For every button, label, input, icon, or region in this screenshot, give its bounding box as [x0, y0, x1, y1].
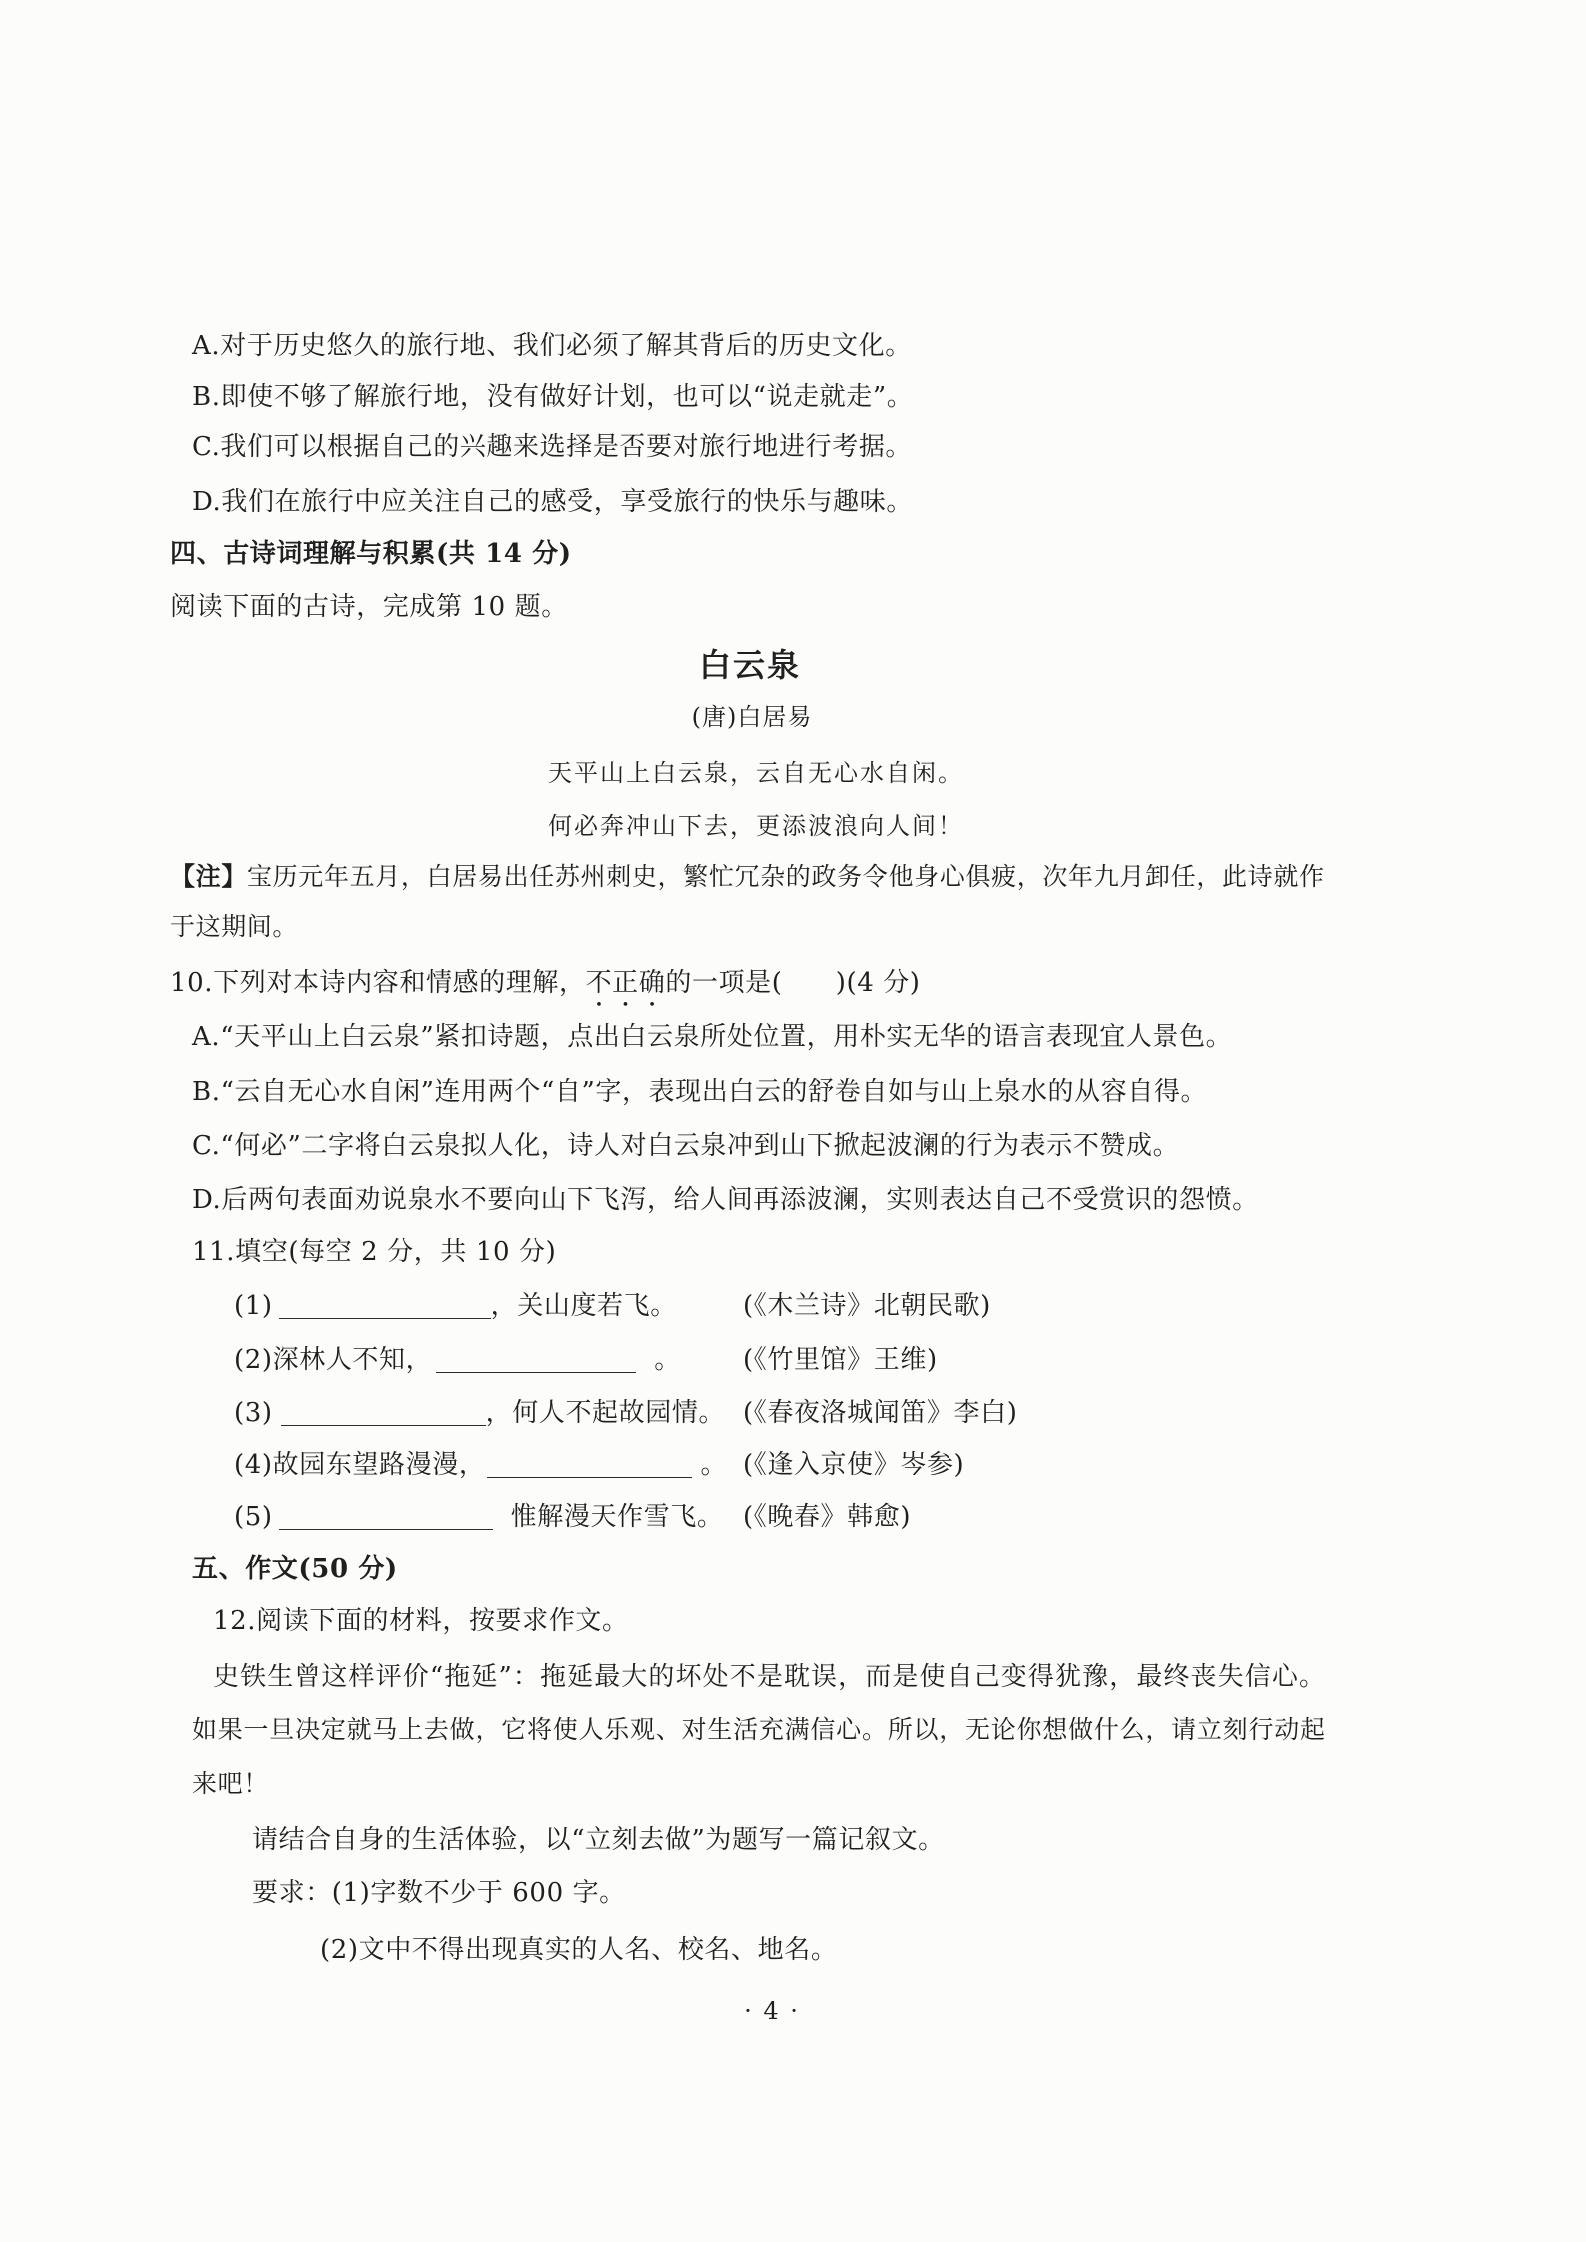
page-number: · 4 ·	[744, 1997, 800, 2025]
q10-option-d: D.后两句表面劝说泉水不要向山下飞泻，给人间再添波澜，实则表达自己不受赏识的怨愤。	[192, 1185, 1259, 1215]
q12-material-line-2: 如果一旦决定就马上去做，它将使人乐观、对生活充满信心。所以，无论你想做什么，请立刻行动起	[192, 1715, 1325, 1744]
poem-line-1: 天平山上白云泉，云自无心水自闲。	[548, 759, 964, 787]
q11-item-4	[234, 1449, 965, 1481]
q11-item-source: (《逢入京使》岑参)	[743, 1450, 965, 1480]
q10-stem-after: 的一项是( )(4 分)	[665, 968, 921, 998]
q11-item-before: (3)	[234, 1398, 273, 1428]
note-line-2: 于这期间。	[170, 912, 299, 941]
q10-stem-emphasis: 不正确	[585, 968, 666, 998]
q11-item-after: 。	[654, 1345, 681, 1375]
section5-heading: 五、作文(50 分)	[192, 1554, 398, 1584]
q10-stem-before: 10.下列对本诗内容和情感的理解，	[170, 968, 586, 998]
q12-material-line-1: 史铁生曾这样评价“拖延”：拖延最大的坏处不是耽误，而是使自己变得犹豫，最终丧失信心。	[213, 1662, 1325, 1692]
q11-stem: 11.填空(每空 2 分，共 10 分)	[192, 1237, 557, 1267]
poem-line-2: 何必奔冲山下去，更添波浪向人间！	[548, 812, 964, 840]
q11-item-source: (《晚春》韩愈)	[743, 1502, 912, 1532]
q12-task: 请结合自身的生活体验，以“立刻去做”为题写一篇记叙文。	[252, 1825, 945, 1855]
answer-blank	[436, 1346, 636, 1373]
section4-instruction: 阅读下面的古诗，完成第 10 题。	[170, 592, 568, 622]
q11-item-after: 惟解漫天作雪飞。	[510, 1502, 724, 1532]
q11-item-5	[234, 1501, 912, 1533]
poem-author: (唐)白居易	[691, 703, 813, 731]
q11-item-after: ，关山度若飞。	[490, 1291, 677, 1321]
q12-stem: 12.阅读下面的材料，按要求作文。	[213, 1606, 629, 1636]
q12-requirement-1: 要求：(1)字数不少于 600 字。	[252, 1878, 626, 1908]
prev-option-a: A.对于历史悠久的旅行地、我们必须了解其背后的历史文化。	[192, 331, 912, 361]
q11-item-after: ，何人不起故园情。	[485, 1398, 726, 1428]
answer-blank	[487, 1451, 692, 1478]
q11-item-before: (1)	[234, 1291, 273, 1321]
answer-blank	[279, 1503, 493, 1530]
q10-option-c: C.“何必”二字将白云泉拟人化，诗人对白云泉冲到山下掀起波澜的行为表示不赞成。	[192, 1131, 1180, 1161]
q11-item-source: (《竹里馆》王维)	[743, 1345, 938, 1375]
q11-item-before: (5)	[234, 1502, 273, 1532]
q11-item-source: (《春夜洛城闻笛》李白)	[743, 1398, 1018, 1428]
answer-blank	[279, 1292, 491, 1319]
q12-material-line-3: 来吧！	[192, 1769, 269, 1798]
q11-item-3	[234, 1397, 1018, 1429]
answer-blank	[281, 1399, 486, 1426]
q10-stem	[170, 967, 921, 1013]
prev-option-c: C.我们可以根据自己的兴趣来选择是否要对旅行地进行考据。	[192, 432, 913, 462]
prev-option-d: D.我们在旅行中应关注自己的感受，享受旅行的快乐与趣味。	[192, 487, 913, 517]
prev-option-b: B.即使不够了解旅行地，没有做好计划，也可以“说走就走”。	[192, 382, 914, 412]
section4-heading: 四、古诗词理解与积累(共 14 分)	[170, 539, 572, 569]
q11-item-after: 。	[700, 1450, 728, 1480]
q11-item-before: (4)故园东望路漫漫，	[234, 1450, 486, 1480]
q11-item-before: (2)深林人不知，	[234, 1345, 433, 1375]
q11-item-1	[234, 1290, 991, 1322]
q12-requirement-2: (2)文中不得出现真实的人名、校名、地名。	[320, 1935, 838, 1965]
note-line-1	[170, 861, 1324, 893]
note-label: 【注】	[170, 862, 247, 891]
q11-item-2	[234, 1344, 938, 1376]
q10-option-b: B.“云自无心水自闲”连用两个“自”字，表现出白云的舒卷自如与山上泉水的从容自得。	[192, 1077, 1208, 1107]
q10-option-a: A.“天平山上白云泉”紧扣诗题，点出白云泉所处位置，用朴实无华的语言表现宜人景色。	[192, 1022, 1233, 1052]
q11-item-source: (《木兰诗》北朝民歌)	[743, 1291, 991, 1321]
note-text: 宝历元年五月，白居易出任苏州刺史，繁忙冗杂的政务令他身心俱疲，次年九月卸任，此诗就作	[246, 862, 1324, 891]
poem-title: 白云泉	[698, 646, 801, 684]
